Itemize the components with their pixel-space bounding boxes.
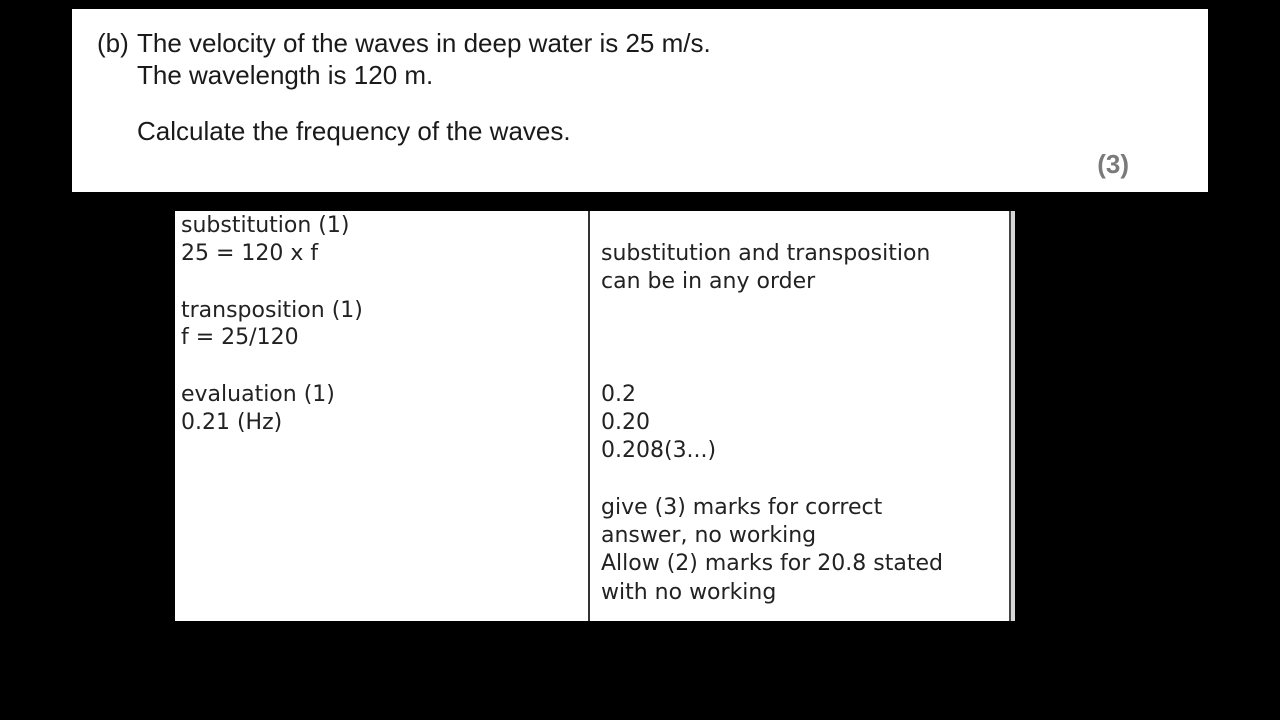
table-right-border (1009, 211, 1015, 621)
scheme-guidance-line: answer, no working (601, 523, 817, 548)
scheme-note-line: can be in any order (601, 269, 816, 294)
question-text-velocity: The velocity of the waves in deep water is 25 m/s. (137, 28, 711, 58)
scheme-accepted-answer: 0.208(3...) (601, 438, 717, 463)
question-instruction: Calculate the frequency of the waves. (137, 116, 571, 146)
question-text-wavelength: The wavelength is 120 m. (137, 60, 434, 90)
column-divider (588, 211, 590, 621)
scheme-accepted-answer: 0.20 (601, 410, 650, 435)
scheme-accepted-answer: 0.2 (601, 382, 636, 407)
scheme-note-line: substitution and transposition (601, 241, 931, 266)
scheme-guidance-line: Allow (2) marks for 20.8 stated (601, 551, 943, 576)
question-panel (72, 9, 1208, 192)
scheme-guidance-line: with no working (601, 580, 777, 605)
question-part-label: (b) (97, 28, 129, 58)
scheme-step-substitution: substitution (1) (181, 213, 350, 238)
scheme-transposition-equation: f = 25/120 (181, 325, 299, 350)
scheme-step-evaluation: evaluation (1) (181, 382, 335, 407)
scheme-guidance-line: give (3) marks for correct (601, 495, 883, 520)
question-marks: (3) (1097, 149, 1129, 179)
scheme-substitution-equation: 25 = 120 x f (181, 241, 319, 266)
scheme-evaluation-answer: 0.21 (Hz) (181, 410, 283, 435)
scheme-step-transposition: transposition (1) (181, 298, 363, 323)
mark-scheme-table (175, 211, 1015, 621)
